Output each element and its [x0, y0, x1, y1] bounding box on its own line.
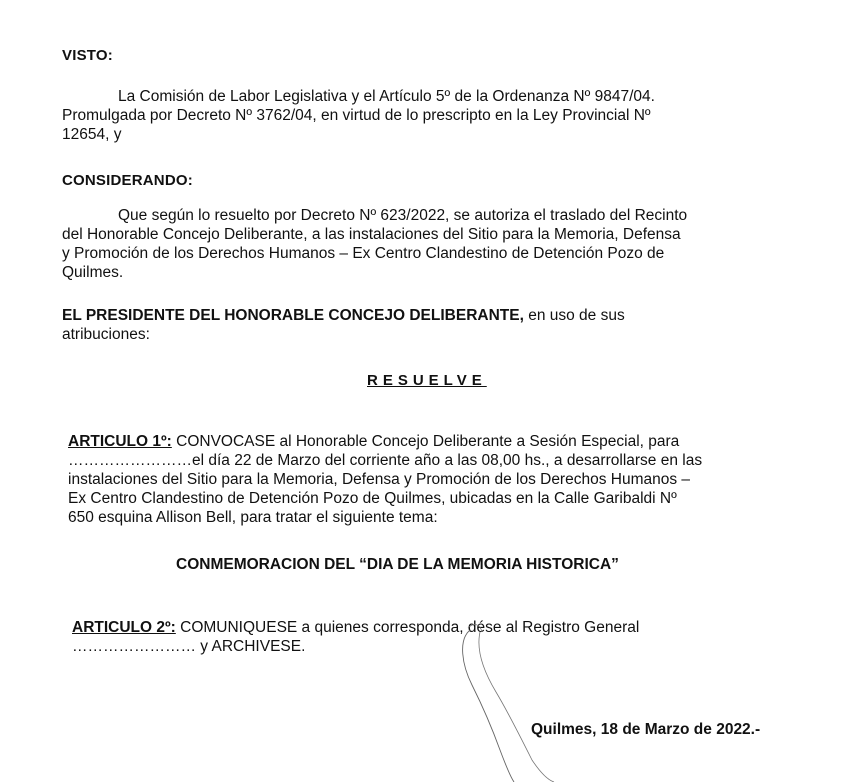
articulo-1-line: 650 esquina Allison Bell, para tratar el siguiente tema: — [68, 509, 438, 526]
articulo-1-label: ARTICULO 1º: — [68, 433, 172, 450]
considerando-line: Que según lo resuelto por Decreto Nº 623/2022, se autoriza el traslado del Recinto — [118, 207, 688, 224]
articulo-1-line: instalaciones del Sitio para la Memoria, Defensa y Promoción de los Derechos Humanos – — [68, 471, 691, 488]
considerando-heading: CONSIDERANDO: — [62, 172, 193, 189]
articulo-1 — [68, 432, 806, 527]
considerando-line: y Promoción de los Derechos Humanos – Ex Centro Clandestino de Detención Pozo de — [62, 245, 665, 262]
presidente-title: EL PRESIDENTE DEL HONORABLE CONCEJO DELIBERANTE, — [62, 307, 524, 324]
presidente-line: atribuciones: — [62, 326, 150, 343]
considerando-line: del Honorable Concejo Deliberante, a las instalaciones del Sitio para la Memoria, Defensa — [62, 226, 681, 243]
resuelve-heading: RESUELVE — [367, 372, 487, 389]
articulo-1-line: CONVOCASE al Honorable Concejo Deliberante a Sesión Especial, para — [171, 433, 680, 450]
signature-mark — [440, 610, 640, 782]
visto-line: 12654, y — [62, 126, 122, 143]
visto-paragraph — [62, 87, 797, 144]
articulo-1-line: Ex Centro Clandestino de Detención Pozo de Quilmes, ubicadas en la Calle Garibaldi Nº — [68, 490, 677, 507]
visto-line: La Comisión de Labor Legislativa y el Artículo 5º de la Ordenanza Nº 9847/04. — [118, 88, 655, 105]
articulo-1-line: ……………………el día 22 de Marzo del corriente año a las 08,00 hs., a desarrollarse en las — [68, 452, 703, 469]
articulo-2-line: COMUNIQUESE a quienes corresponda, dése al Registro General — [175, 619, 640, 636]
visto-line: Promulgada por Decreto Nº 3762/04, en virtud de lo prescripto en la Ley Provincial Nº — [62, 107, 651, 124]
tema-title: CONMEMORACION DEL “DIA DE LA MEMORIA HISTORICA” — [176, 556, 619, 573]
closing-date: Quilmes, 18 de Marzo de 2022.- — [531, 721, 761, 738]
articulo-2-line: …………………… y ARCHIVESE. — [72, 638, 306, 655]
considerando-line: Quilmes. — [62, 264, 124, 281]
presidente-text: en uso de sus — [523, 307, 625, 324]
considerando-paragraph — [62, 206, 802, 282]
articulo-2-label: ARTICULO 2º: — [72, 619, 176, 636]
presidente-paragraph — [62, 306, 802, 344]
visto-heading: VISTO: — [62, 47, 113, 64]
